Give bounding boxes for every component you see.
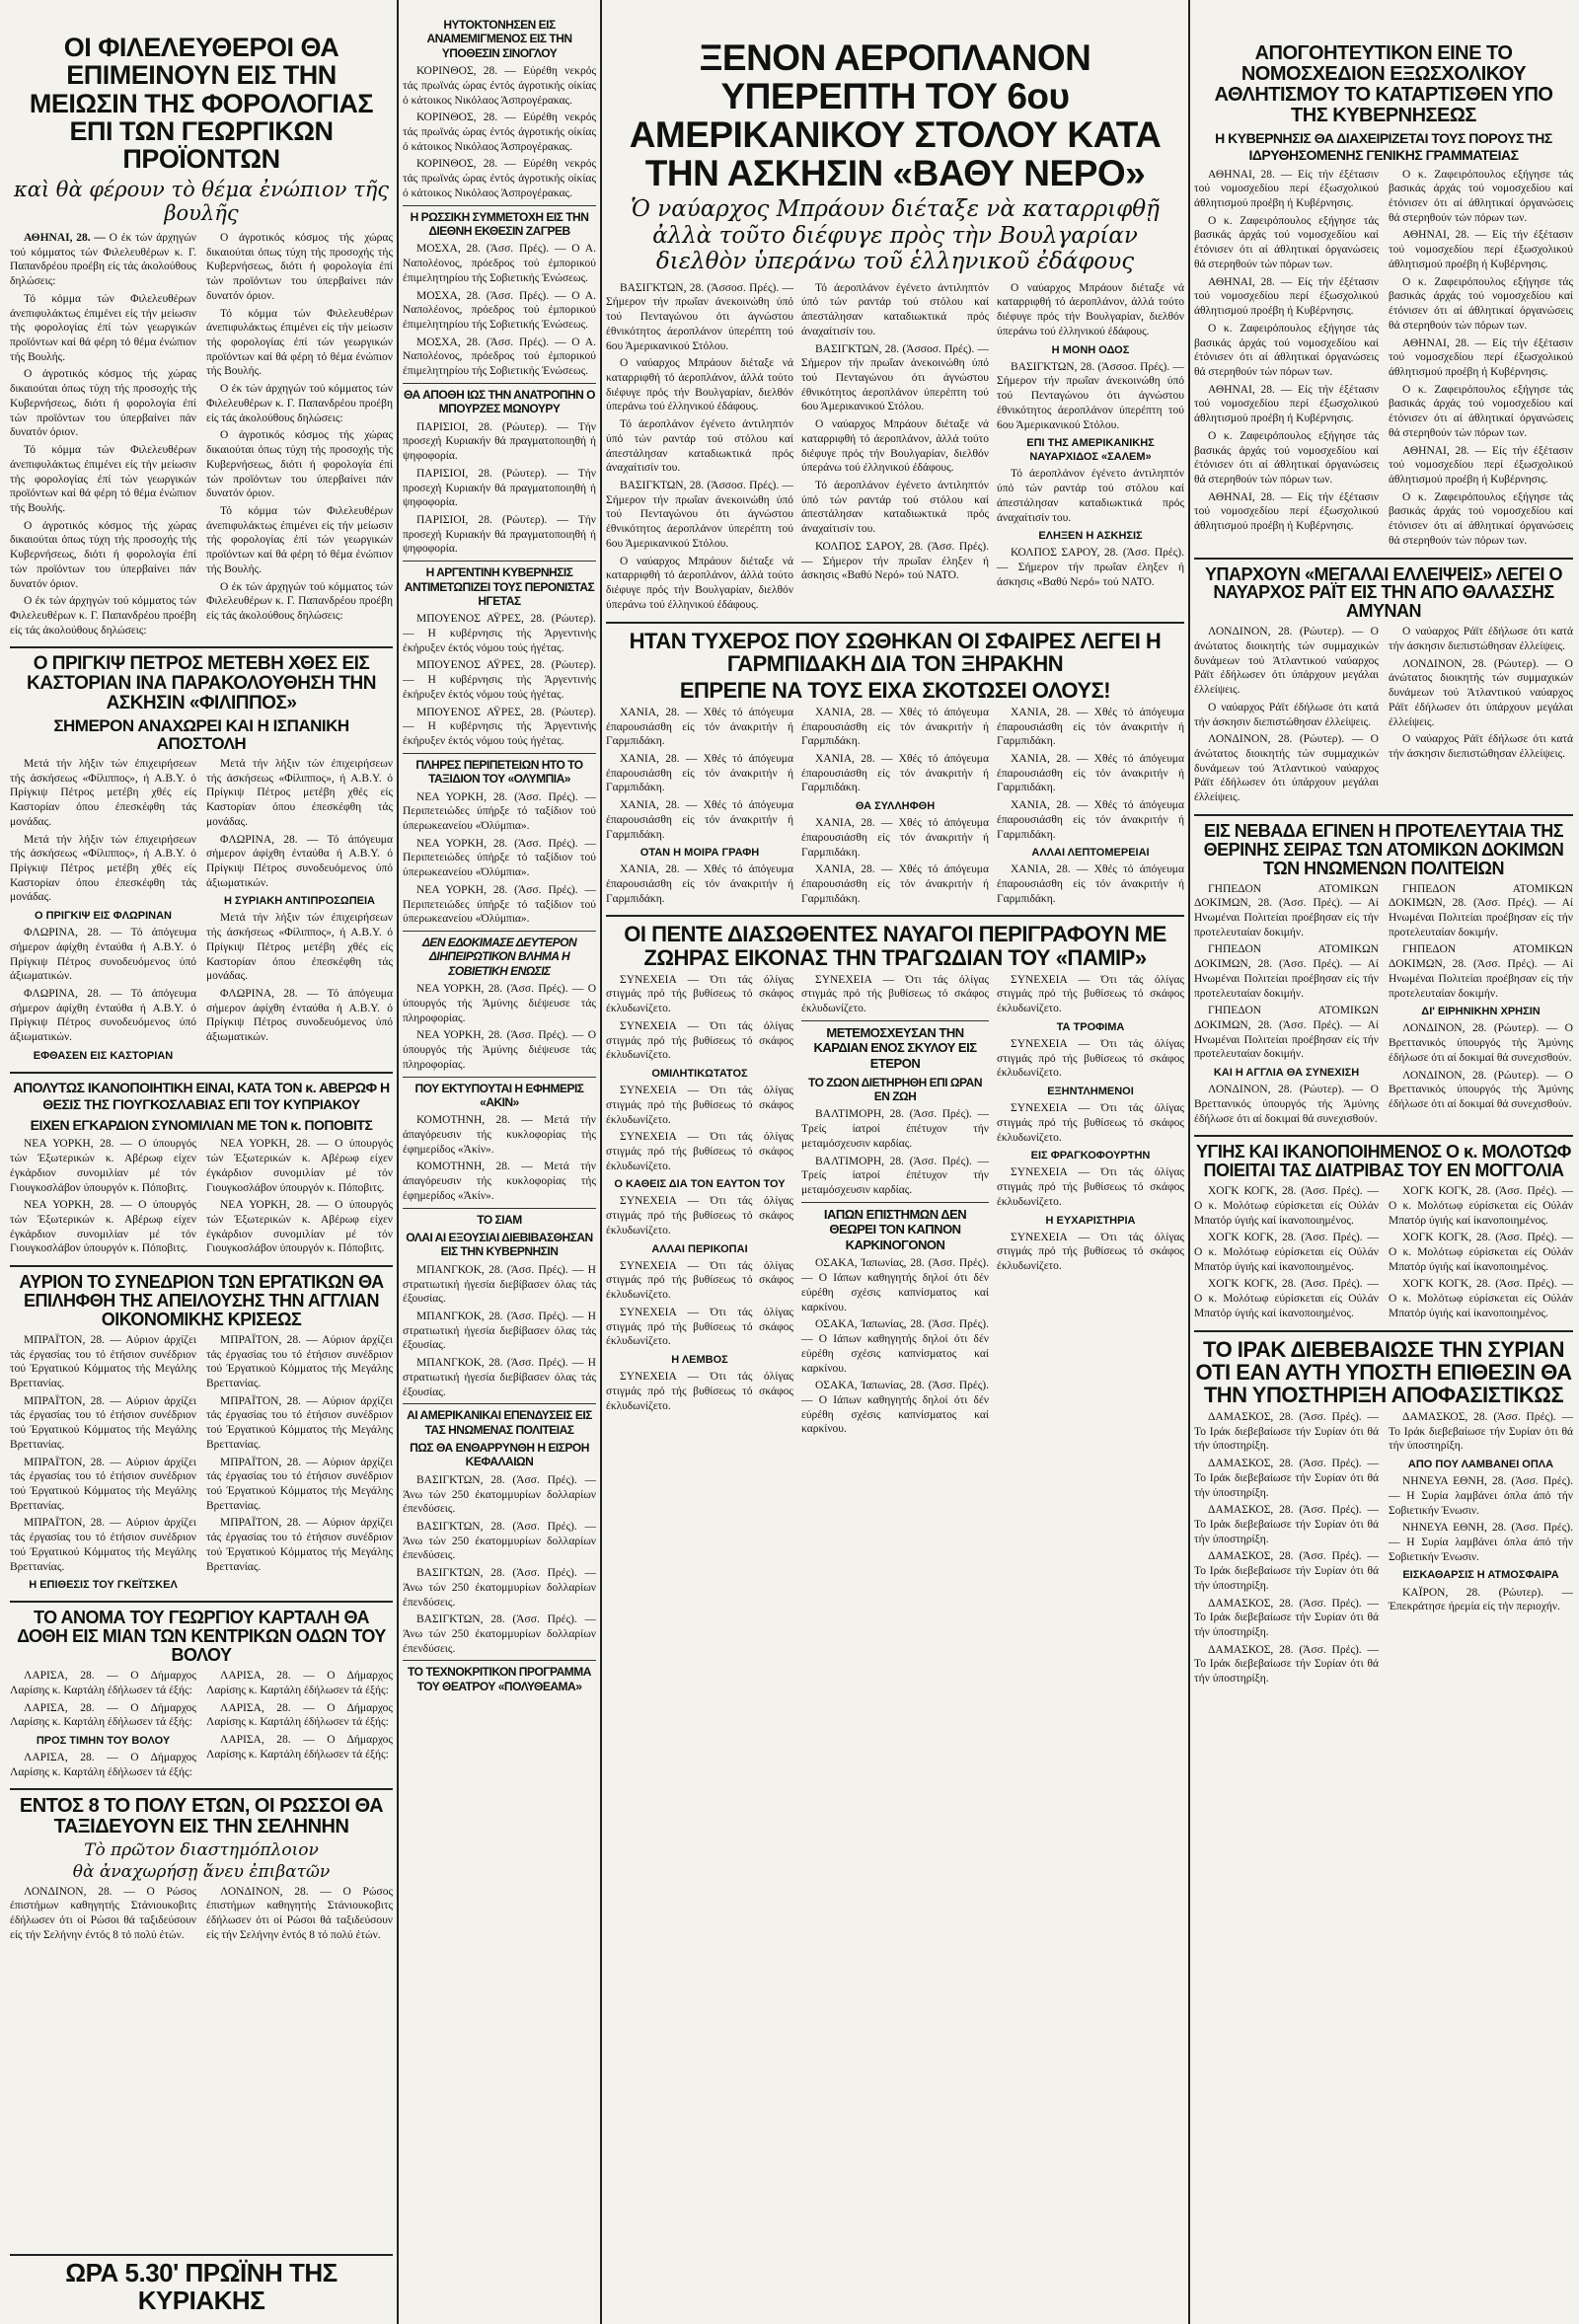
paragraph: ΜΠΡΑΪΤΟΝ, 28. — Αύριον άρχίζει τάς έργασίας του τό έτήσιον συνέδριον τού Έργατικού Κόμματος τής Μεγάλης Βρεττανίας.	[206, 1394, 393, 1451]
subhead-heart-transplant: ΤΟ ΖΩΟΝ ΔΙΕΤΗΡΗΘΗ ΕΠΙ ΩΡΑΝ ΕΝ ΖΩΗ	[808, 1075, 982, 1103]
subhead-garbidaki: ΕΠΡΕΠΕ ΝΑ ΤΟΥΣ ΕΙΧΑ ΣΚΟΤΩΣΕΙ ΟΛΟΥΣ!	[679, 677, 1111, 703]
subhead: ΟΜΙΛΗΤΙΚΩΤΑΤΟΣ	[651, 1067, 748, 1080]
article-labour-congress	[10, 1333, 393, 1596]
paragraph: ΧΑΝΙΑ, 28. — Χθές τό άπόγευμα έπαρουσιάσθη είς τόν άνακριτήν ή Γαρμπιδάκη.	[606, 799, 793, 841]
paragraph: ΜΠΟΥΕΝΟΣ ΑΫΡΕΣ, 28. (Ρώυτερ). — Η κυβέρνησις τής Άργεντινής έκήρυξεν έκτός νόμου τούς ήγέτας.	[403, 706, 596, 748]
subhead: Η ΣΥΡΙΑΚΗ ΑΝΤΙΠΡΟΣΩΠΕΙΑ	[223, 895, 375, 908]
subhead: ΕΛΗΞΕΝ Η ΑΣΚΗΣΙΣ	[1038, 530, 1143, 543]
deck-spaceship-1: Τὸ πρῶτον διαστημόπλοιον	[84, 1840, 319, 1861]
headline-pamir-survivors: ΟΙ ΠΕΝΤΕ ΔΙΑΣΩΘΕΝΤΕΣ ΝΑΥΑΓΟΙ ΠΕΡΙΓΡΑΦΟΥΝ ΜΕ ΖΩΗΡΑΣ ΕΙΚΟΝΑΣ ΤΗΝ ΤΡΑΓΩΔΙΑΝ ΤΟΥ «ΠΑΜΙΡ»	[624, 922, 1166, 970]
paragraph: ΚΟΜΟΤΗΝΗ, 28. — Μετά τήν άπαγόρευσιν τής κυκλοφορίας τής έφημερίδος «Άκίν».	[403, 1114, 596, 1156]
paragraph: ΧΑΝΙΑ, 28. — Χθές τό άπόγευμα έπαρουσιάσθη είς τόν άνακριτήν ή Γαρμπιδάκη.	[801, 817, 989, 859]
bottom-banner: ΩΡΑ 5.30' ΠΡΩΪΝΗ ΤΗΣ ΚΥΡΙΑΚΗΣ	[10, 2254, 393, 2314]
paragraph: ΝΕΑ ΥΟΡΚΗ, 28. — Ο ύπουργός τών Έξωτερικών κ. Αβέρωφ είχεν έγκάρδιον συνομιλίαν μέ τόν Γιουγκοσλάβον ύπουργόν κ. Πόποβιτς.	[10, 1199, 196, 1255]
article-admiral-wright	[1194, 625, 1573, 808]
paragraph: Ο ναύαρχος Μπράουν διέταξε νά καταρριφθή τό άεροπλάνον, άλλά τούτο διέφυγε πρός τήν Βουλγαρίαν, διελθόν ύπεράνω τού έλληνικού έδάφους.	[606, 555, 793, 611]
paragraph: ΔΑΜΑΣΚΟΣ, 28. (Άσσ. Πρές). — Το Ιράκ διεβεβαίωσε τήν Συρίαν ότι θά τήν ύποστηρίξη.	[1194, 1643, 1379, 1686]
paragraph: Ο ναύαρχος Ράϊτ έδήλωσε ότι κατά τήν άσκησιν διεπιστώθησαν έλλείψεις.	[1389, 626, 1573, 652]
subhead-siam: ΟΛΑΙ ΑΙ ΕΞΟΥΣΙΑΙ ΔΙΕΒΙΒΑΣΘΗΣΑΝ ΕΙΣ ΤΗΝ ΚΥΒΕΡΝΗΣΙΝ	[406, 1231, 593, 1259]
paragraph: Ο κ. Ζαφειρόπουλος εξήγησε τάς βασικάς άρχάς τού νομοσχεδίου καί έτόνισεν ότι αί άθλητικαί όργανώσεις θά στερηθούν τών πόρων των.	[1194, 214, 1379, 270]
paragraph: ΣΥΝΕΧΕΙΑ — Ότι τάς όλίγας στιγμάς πρό τής βυθίσεως τό σκάφος έκλυδωνίζετο.	[606, 1306, 793, 1348]
headline-labour-congress: ΑΥΡΙΟΝ ΤΟ ΣΥΝΕΔΡΙΟΝ ΤΩΝ ΕΡΓΑΤΙΚΩΝ ΘΑ ΕΠΙΛΗΦΘΗ ΤΗΣ ΑΠΕΙΛΟΥΣΗΣ ΤΗΝ ΑΓΓΛΙΑΝ ΟΙΚΟΝΟΜΙΚΗΣ ΚΡΙΣΕΩΣ	[19, 1272, 384, 1329]
paragraph: ΧΑΝΙΑ, 28. — Χθές τό άπόγευμα έπαρουσιάσθη είς τόν άνακριτήν ή Γαρμπιδάκη.	[606, 863, 793, 905]
paragraph: ΣΥΝΕΧΕΙΑ — Ότι τάς όλίγας στιγμάς πρό τής βυθίσεως τό σκάφος έκλυδωνίζετο.	[606, 1085, 793, 1126]
headline-akin-newspaper: ΠΟΥ ΕΚΤΥΠΟΥΤΑΙ Η ΕΦΗΜΕΡΙΣ «ΑΚΙΝ»	[414, 1081, 584, 1109]
paragraph: ΚΟΛΠΟΣ ΣΑΡΟΥ, 28. (Άσσ. Πρές). — Σήμερον τήν πρωΐαν έληξεν ή άσκησις «Βαθύ Νερό» τού ΝΑΤΟ.	[997, 547, 1184, 588]
headline-heart-transplant: ΜΕΤΕΜΟΣΧΕΥΣΑΝ ΤΗΝ ΚΑΡΔΙΑΝ ΕΝΟΣ ΣΚΥΛΟΥ ΕΙΣ ΕΤΕΡΟΝ	[813, 1024, 977, 1072]
paragraph: ΒΑΣΙΓΚΤΩΝ, 28. (Άσσ. Πρές). — Άνω τών 250 έκατομμυρίων δολλαρίων έπενδύσεις.	[403, 1520, 596, 1562]
headline-russians-moon: ΕΝΤΟΣ 8 ΤΟ ΠΟΛΥ ΕΤΩΝ, ΟΙ ΡΩΣΣΟΙ ΘΑ ΤΑΞΙΔΕΥΟΥΝ ΕΙΣ ΤΗΝ ΣΕΛΗΝΗΝ	[19, 1795, 384, 1838]
paragraph: ΝΕΑ ΥΟΡΚΗ, 28. (Άσσ. Πρές). — Περιπετειώδες ύπήρξε τό ταξίδιον τού ύπερωκεανείου «Όλύμπια».	[403, 837, 596, 879]
paragraph: ΧΑΝΙΑ, 28. — Χθές τό άπόγευμα έπαρουσιάσθη είς τόν άνακριτήν ή Γαρμπιδάκη.	[801, 752, 989, 794]
article-averof	[10, 1137, 393, 1259]
paragraph: ΝΗΝΕΥΑ ΕΘΝΗ, 28. (Άσσ. Πρές). — Η Συρία λαμβάνει όπλα άπό τήν Σοβιετικήν Ένωσιν.	[1389, 1475, 1573, 1517]
paragraph: ΑΘΗΝΑΙ, 28. — Είς τήν έξέτασιν τού νομοσχεδίου περί έξωσχολικού άθλητισμού προέβη ή Κυβέρνησις.	[1389, 337, 1573, 378]
paragraph: ΚΟΛΠΟΣ ΣΑΡΟΥ, 28. (Άσσ. Πρές). — Σήμερον τήν πρωΐαν έληξεν ή άσκησις «Βαθύ Νερό» τού ΝΑΤΟ.	[801, 540, 989, 582]
paragraph: ΧΑΝΙΑ, 28. — Χθές τό άπόγευμα έπαρουσιάσθη είς τόν άνακριτήν ή Γαρμπιδάκη.	[997, 863, 1184, 905]
paragraph: ΣΥΝΕΧΕΙΑ — Ότι τάς όλίγας στιγμάς πρό τής βυθίσεως τό σκάφος έκλυδωνίζετο.	[606, 973, 793, 1015]
subhead: ΔΙ' ΕΙΡΗΝΙΚΗΝ ΧΡΗΣΙΝ	[1421, 1006, 1541, 1018]
article-nevada	[1194, 882, 1573, 1130]
paragraph: Ο ναύαρχος Μπράουν διέταξε νά καταρριφθή τό άεροπλάνον, άλλά τούτο διέφυγε πρός τήν Βουλγαρίαν, διελθόν ύπεράνω τού έλληνικού έδάφους.	[606, 357, 793, 413]
paragraph: ΛΟΝΔΙΝΟΝ, 28. (Ρώυτερ). — Ο άνώτατος διοικητής τών συμμαχικών δυνάμεων τού Άτλαντικού ναύαρχος Ράϊτ έδήλωσεν ότι ύπάρχουν μεγάλαι έλλείψεις.	[1194, 626, 1379, 697]
paragraph: ΔΑΜΑΣΚΟΣ, 28. (Άσσ. Πρές). — Το Ιράκ διεβεβαίωσε τήν Συρίαν ότι θά τήν ύποστηρίξη.	[1194, 1410, 1379, 1453]
paragraph: Τό κόμμα τών Φιλελευθέρων άνεπιφυλάκτως έπιμένει είς τήν μείωσιν τής φορολογίας έπί τών γεωργικών προϊόντων καί θά φέρη τό θέμα ένώπιον τής Βουλής.	[10, 292, 196, 363]
subhead: ΕΙΣΚΑΘΑΡΣΙΣ Η ΑΤΜΟΣΦΑΙΡΑ	[1402, 1569, 1559, 1582]
paragraph: ΒΑΣΙΓΚΤΩΝ, 28. (Άσσ. Πρές). — Άνω τών 250 έκατομμυρίων δολλαρίων έπενδύσεις.	[403, 1567, 596, 1609]
headline-prince-petros: Ο ΠΡΙΓΚΙΨ ΠΕΤΡΟΣ ΜΕΤΕΒΗ ΧΘΕΣ ΕΙΣ ΚΑΣΤΟΡΙΑΝ ΙΝΑ ΠΑΡΑΚΟΛΟΥΘΗΣΗ ΤΗΝ ΑΣΚΗΣΙΝ «ΦΙΛΙΠΠΟΣ»	[27, 653, 376, 714]
headline-russian-zagreb: Η ΡΩΣΣΙΚΗ ΣΥΜΜΕΤΟΧΗ ΕΙΣ ΤΗΝ ΔΙΕΘΝΗ ΕΚΘΕΣΙΝ ΖΑΓΡΕΒ	[410, 209, 589, 239]
dateline: ΑΘΗΝΑΙ, 28. —	[24, 232, 106, 244]
subhead: Η ΜΟΝΗ ΟΔΟΣ	[1051, 343, 1130, 356]
paragraph: ΒΑΛΤΙΜΟΡΗ, 28. (Άσσ. Πρές). — Τρείς ίατροί έπέτυχον τήν μεταμόσχευσιν καρδίας.	[801, 1108, 989, 1150]
paragraph: Ο έκ τών άρχηγών τού κόμματος τών Φιλελευθέρων κ. Γ. Παπανδρέου προέβη είς τάς άκολούθους δηλώσεις:	[206, 580, 393, 622]
paragraph: Ο ναύαρχος Ράϊτ έδήλωσε ότι κατά τήν άσκησιν διεπιστώθησαν έλλείψεις.	[1194, 701, 1379, 728]
paragraph: ΛΟΝΔΙΝΟΝ, 28. — Ο Ρώσος έπιστήμων καθηγητής Στάνιουκοβιτς έδήλωσεν ότι οί Ρώσοι θά ταξιδεύσουν είς τήν Σελήνην έντός 8 τό πολύ έτών.	[10, 1885, 196, 1941]
article-missile	[403, 982, 596, 1072]
headline-iraq-syria: ΤΟ ΙΡΑΚ ΔΙΕΒΕΒΑΙΩΣΕ ΤΗΝ ΣΥΡΙΑΝ ΟΤΙ ΕΑΝ ΑΥΤΗ ΥΠΟΣΤΗ ΕΠΙΘΕΣΙΝ ΘΑ ΤΗΝ ΥΠΟΣΤΗΡΙΞΗ ΑΠΟΦΑΣΙΣΤΙΚΩΣ	[1195, 1336, 1572, 1407]
column-1	[10, 0, 393, 2324]
paragraph: ΛΟΝΔΙΝΟΝ, 28. (Ρώυτερ). — Ο άνώτατος διοικητής τών συμμαχικών δυνάμεων τού Άτλαντικού ναύαρχος Ράϊτ έδήλωσεν ότι ύπάρχουν μεγάλαι έλλείψεις.	[1389, 657, 1573, 728]
paragraph: ΜΟΣΧΑ, 28. (Άσσ. Πρές). — Ο Α. Ναπολέονος, πρόεδρος τού έμπορικού έπιμελητηρίου τής Σοβιετικής Ένώσεως.	[403, 289, 596, 332]
paragraph: ΓΗΠΕΔΟΝ ΑΤΟΜΙΚΩΝ ΔΟΚΙΜΩΝ, 28. (Άσσ. Πρές). — Αί Ηνωμέναι Πολιτείαι προέβησαν είς τήν προτελευταίαν δοκιμήν.	[1194, 882, 1379, 938]
subhead-spanish-mission: ΣΗΜΕΡΟΝ ΑΝΑΧΩΡΕΙ ΚΑΙ Η ΙΣΠΑΝΙΚΗ ΑΠΟΣΤΟΛΗ	[53, 716, 349, 754]
paragraph: ΣΥΝΕΧΕΙΑ — Ότι τάς όλίγας στιγμάς πρό τής βυθίσεως τό σκάφος έκλυδωνίζετο.	[606, 1259, 793, 1302]
headline-japanese-scientist: ΙΑΠΩΝ ΕΠΙΣΤΗΜΩΝ ΔΕΝ ΘΕΩΡΕΙ ΤΟΝ ΚΑΠΝΟΝ ΚΑΡΚΙΝΟΓΟΝΟΝ	[823, 1206, 967, 1252]
paragraph: ΜΠΟΥΕΝΟΣ ΑΫΡΕΣ, 28. (Ρώυτερ). — Η κυβέρνησις τής Άργεντινής έκήρυξεν έκτός νόμου τούς ήγέτας.	[403, 659, 596, 701]
paragraph: Τό άεροπλάνον έγένετο άντιληπτόν ύπό τών ραντάρ τού στόλου καί άπεστάλησαν καταδιωκτικά πρός άναχαίτισίν του.	[606, 418, 793, 475]
paragraph: ΜΠΑΝΓΚΟΚ, 28. (Άσσ. Πρές). — Η στρατιωτική ήγεσία διεβίβασεν όλας τάς έξουσίας.	[403, 1310, 596, 1352]
paragraph: Ο κ. Ζαφειρόπουλος εξήγησε τάς βασικάς άρχάς τού νομοσχεδίου καί έτόνισεν ότι αί άθλητικαί όργανώσεις θά στερηθούν τών πόρων των.	[1194, 429, 1379, 486]
paragraph: ΝΕΑ ΥΟΡΚΗ, 28. — Ο ύπουργός τών Έξωτερικών κ. Αβέρωφ είχεν έγκάρδιον συνομιλίαν μέ τόν Γιουγκοσλάβον ύπουργόν κ. Πόποβιτς.	[206, 1138, 393, 1194]
paragraph: Μετά τήν λήξιν τών έπιχειρήσεων τής άσκήσεως «Φίλιππος», ή Α.Β.Υ. ό Πρίγκιψ Πέτρος μετέβη χθές είς Καστορίαν όπου έπεσκέφθη τάς μονάδας.	[206, 757, 393, 828]
article-siam	[403, 1263, 596, 1399]
paragraph: ΝΕΑ ΥΟΡΚΗ, 28. (Άσσ. Πρές). — Ο ύπουργός τής Άμύνης διέψευσε τάς πληροφορίας.	[403, 1029, 596, 1071]
paragraph: Ο έκ τών άρχηγών τού κόμματος τών Φιλελευθέρων κ. Γ. Παπανδρέου προέβη είς τάς άκολούθους δηλώσεις:	[10, 232, 196, 288]
paragraph: Τό άεροπλάνον έγένετο άντιληπτόν ύπό τών ραντάρ τού στόλου καί άπεστάλησαν καταδιωκτικά πρός άναχαίτισίν του.	[801, 281, 989, 337]
headline-bourges-maunoury: ΘΑ ΑΠΟΘΗ ΙΩΣ ΤΗΝ ΑΝΑΤΡΟΠΗΝ Ο ΜΠΟΥΡΖΕΣ ΜΩΝΟΥΡΥ	[404, 387, 595, 416]
paragraph: ΑΘΗΝΑΙ, 28. — Είς τήν έξέτασιν τού νομοσχεδίου περί έξωσχολικού άθλητισμού προέβη ή Κυβέρνησις.	[1194, 168, 1379, 210]
headline-liberals-tax: ΟΙ ΦΙΛΕΛΕΥΘΕΡΟΙ ΘΑ ΕΠΙΜΕΙΝΟΥΝ ΕΙΣ ΤΗΝ ΜΕΙΩΣΙΝ ΤΗΣ ΦΟΡΟΛΟΓΙΑΣ ΕΠΙ ΤΩΝ ΓΕΩΡΓΙΚΩΝ ΠΡΟΪΟΝΤΩΝ	[29, 33, 374, 175]
paragraph: ΒΑΣΙΓΚΤΩΝ, 28. (Άσσ. Πρές). — Άνω τών 250 έκατομμυρίων δολλαρίων έπενδύσεις.	[403, 1613, 596, 1655]
paragraph: ΛΑΡΙΣΑ, 28. — Ο Δήμαρχος Λαρίσης κ. Καρτάλη έδήλωσεν τά έξής:	[10, 1670, 196, 1696]
subhead-sports-bill: Η ΚΥΒΕΡΝΗΣΙΣ ΘΑ ΔΙΑΧΕΙΡΙΖΕΤΑΙ ΤΟΥΣ ΠΟΡΟΥΣ ΤΗΣ ΙΔΡΥΘΗΣΟΜΕΝΗΣ ΓΕΝΙΚΗΣ ΓΡΑΜΜΑΤΕΙΑΣ	[1215, 130, 1552, 163]
paragraph: Ο ναύαρχος Μπράουν διέταξε νά καταρριφθή τό άεροπλάνον, άλλά τούτο διέφυγε πρός τήν Βουλγαρίαν, διελθόν ύπεράνω τού έλληνικού έδάφους.	[997, 281, 1184, 337]
article-prince-petros	[10, 757, 393, 1066]
paragraph: ΔΑΜΑΣΚΟΣ, 28. (Άσσ. Πρές). — Το Ιράκ διεβεβαίωσε τήν Συρίαν ότι θά τήν ύποστηρίξη.	[1194, 1504, 1379, 1545]
paragraph: ΒΑΣΙΓΚΤΩΝ, 28. (Άσσοσ. Πρές). — Σήμερον τήν πρωΐαν άνεκοινώθη ύπό τού Πενταγώνου ότι άγνώστου έθνικότητος άεροπλάνον ύπερέπτη τού 6ου Άμερικανικού Στόλου.	[801, 342, 989, 413]
paragraph: ΝΗΝΕΥΑ ΕΘΝΗ, 28. (Άσσ. Πρές). — Η Συρία λαμβάνει όπλα άπό τήν Σοβιετικήν Ένωσιν.	[1389, 1522, 1573, 1563]
paragraph: ΧΟΓΚ ΚΟΓΚ, 28. (Άσσ. Πρές). — Ο κ. Μολότωφ εύρίσκεται είς Ούλάν Μπατόρ ύγιής καί ίκανοποιημένος.	[1389, 1278, 1573, 1319]
paragraph: ΝΕΑ ΥΟΡΚΗ, 28. (Άσσ. Πρές). — Ο ύπουργός τής Άμύνης διέψευσε τάς πληροφορίας.	[403, 983, 596, 1024]
subhead: Η ΕΠΙΘΕΣΙΣ ΤΟΥ ΓΚΕΪΤΣΚΕΛ	[29, 1579, 178, 1592]
subhead-popovits: ΕΙΧΕΝ ΕΓΚΑΡΔΙΟΝ ΣΥΝΟΜΙΛΙΑΝ ΜΕ ΤΟΝ κ. ΠΟΠΟΒΙΤΣ	[30, 1116, 373, 1133]
paragraph: ΔΑΜΑΣΚΟΣ, 28. (Άσσ. Πρές). — Το Ιράκ διεβεβαίωσε τήν Συρίαν ότι θά τήν ύποστηρίξη.	[1389, 1410, 1573, 1453]
subhead: ΤΑ ΤΡΟΦΙΜΑ	[1056, 1020, 1125, 1033]
column-3	[606, 0, 1184, 2324]
paragraph: Ο κ. Ζαφειρόπουλος εξήγησε τάς βασικάς άρχάς τού νομοσχεδίου καί έτόνισεν ότι αί άθλητικαί όργανώσεις θά στερηθούν τών πόρων των.	[1389, 490, 1573, 547]
paragraph: ΧΑΝΙΑ, 28. — Χθές τό άπόγευμα έπαρουσιάσθη είς τόν άνακριτήν ή Γαρμπιδάκη.	[801, 863, 989, 905]
paragraph: ΣΥΝΕΧΕΙΑ — Ότι τάς όλίγας στιγμάς πρό τής βυθίσεως τό σκάφος έκλυδωνίζετο.	[606, 1371, 793, 1412]
subhead: ΠΡΟΣ ΤΙΜΗΝ ΤΟΥ ΒΟΛΟΥ	[36, 1734, 171, 1747]
paragraph: ΛΑΡΙΣΑ, 28. — Ο Δήμαρχος Λαρίσης κ. Καρτάλη έδήλωσεν τά έξής:	[206, 1733, 393, 1761]
paragraph: ΣΥΝΕΧΕΙΑ — Ότι τάς όλίγας στιγμάς πρό τής βυθίσεως τό σκάφος έκλυδωνίζετο.	[606, 1131, 793, 1172]
paragraph: ΜΠΡΑΪΤΟΝ, 28. — Αύριον άρχίζει τάς έργασίας του τό έτήσιον συνέδριον τού Έργατικού Κόμματος τής Μεγάλης Βρεττανίας.	[10, 1456, 196, 1512]
paragraph: Ο κ. Ζαφειρόπουλος εξήγησε τάς βασικάς άρχάς τού νομοσχεδίου καί έτόνισεν ότι αί άθλητικαί όργανώσεις θά στερηθούν τών πόρων των.	[1389, 168, 1573, 224]
paragraph: ΟΣΑΚΑ, Ίαπωνίας, 28. (Άσσ. Πρές). — Ο Ιάπων καθηγητής δηλοί ότι δέν εύρέθη σχέσις καπνίσματος καί καρκίνου.	[801, 1318, 989, 1375]
paragraph: ΣΥΝΕΧΕΙΑ — Ότι τάς όλίγας στιγμάς πρό τής βυθίσεως τό σκάφος έκλυδωνίζετο.	[997, 1102, 1184, 1144]
paragraph: Ο ναύαρχος Μπράουν διέταξε νά καταρριφθή τό άεροπλάνον, άλλά τούτο διέφυγε πρός τήν Βουλγαρίαν, διελθόν ύπεράνω τού έλληνικού έδάφους.	[801, 418, 989, 475]
paragraph: ΜΟΣΧΑ, 28. (Άσσ. Πρές). — Ο Α. Ναπολέονος, πρόεδρος τού έμπορικού έπιμελητηρίου τής Σοβιετικής Ένώσεως.	[403, 336, 596, 378]
paragraph: Μετά τήν λήξιν τών έπιχειρήσεων τής άσκήσεως «Φίλιππος», ή Α.Β.Υ. ό Πρίγκιψ Πέτρος μετέβη χθές είς Καστορίαν όπου έπεσκέφθη τάς μονάδας.	[206, 912, 393, 983]
subhead: Η ΕΥΧΑΡΙΣΤΗΡΙΑ	[1045, 1214, 1136, 1227]
headline-suicide-sinoglou: ΗΥΤΟΚΤΟΝΗΣΕΝ ΕΙΣ ΑΝΑΜΕΜΙΓΜΕΝΟΣ ΕΙΣ ΤΗΝ ΥΠΟΘΕΣΙΝ ΣΙΝΟΓΛΟΥ	[426, 18, 572, 60]
paragraph: ΣΥΝΕΧΕΙΑ — Ότι τάς όλίγας στιγμάς πρό τής βυθίσεως τό σκάφος έκλυδωνίζετο.	[606, 1019, 793, 1062]
paragraph: ΛΑΡΙΣΑ, 28. — Ο Δήμαρχος Λαρίσης κ. Καρτάλη έδήλωσεν τά έξής:	[206, 1670, 393, 1696]
article-foreign-aircraft	[606, 281, 1184, 616]
paragraph: ΦΛΩΡΙΝΑ, 28. — Τό άπόγευμα σήμερον άφίχθη ένταύθα ή Α.Β.Υ. ό Πρίγκιψ Πέτρος συνοδευόμενος ύπό άξιωματικών.	[206, 988, 393, 1044]
paragraph: Ο άγροτικός κόσμος τής χώρας δικαιούται όπως τύχη τής προσοχής τής Κυβερνήσεως, διότι ή φορολογία έπί τών προϊόντων του ύπερβαίνει πάν δυνατόν όριον.	[10, 519, 196, 590]
paragraph: Ο έκ τών άρχηγών τού κόμματος τών Φιλελευθέρων κ. Γ. Παπανδρέου προέβη είς τάς άκολούθους δηλώσεις:	[206, 383, 393, 424]
paragraph: ΦΛΩΡΙΝΑ, 28. — Τό άπόγευμα σήμερον άφίχθη ένταύθα ή Α.Β.Υ. ό Πρίγκιψ Πέτρος συνοδευόμενος ύπό άξιωματικών.	[10, 988, 196, 1044]
paragraph: Τό άεροπλάνον έγένετο άντιληπτόν ύπό τών ραντάρ τού στόλου καί άπεστάλησαν καταδιωκτικά πρός άναχαίτισίν του.	[997, 468, 1184, 524]
paragraph: ΟΣΑΚΑ, Ίαπωνίας, 28. (Άσσ. Πρές). — Ο Ιάπων καθηγητής δηλοί ότι δέν εύρέθη σχέσις καπνίσματος καί καρκίνου.	[801, 1380, 989, 1436]
paragraph: ΣΥΝΕΧΕΙΑ — Ότι τάς όλίγας στιγμάς πρό τής βυθίσεως τό σκάφος έκλυδωνίζετο.	[997, 973, 1184, 1015]
article-suicide	[403, 64, 596, 200]
deck-liberals-tax: καὶ θὰ φέρουν τὸ θέμα ἐνώπιον τῆς βουλῆς	[13, 177, 390, 225]
headline-american-investments: ΑΙ ΑΜΕΡΙΚΑΝΙΚΑΙ ΕΠΕΝΔΥΣΕΙΣ ΕΙΣ ΤΑΣ ΗΝΩΜΕΝΑΣ ΠΟΛΙΤΕΙΑΣ	[407, 1408, 592, 1437]
paragraph: ΦΛΩΡΙΝΑ, 28. — Τό άπόγευμα σήμερον άφίχθη ένταύθα ή Α.Β.Υ. ό Πρίγκιψ Πέτρος συνοδευόμενος ύπό άξιωματικών.	[206, 833, 393, 889]
article-liberals-tax	[10, 231, 393, 640]
headline-polytheama: ΤΟ ΤΕΧΝΟΚΡΙΤΙΚΟΝ ΠΡΟΓΡΑΜΜΑ ΤΟΥ ΘΕΑΤΡΟΥ «ΠΟΛΥΘΕΑΜΑ»	[408, 1665, 591, 1693]
paragraph: ΧΟΓΚ ΚΟΓΚ, 28. (Άσσ. Πρές). — Ο κ. Μολότωφ εύρίσκεται είς Ούλάν Μπατόρ ύγιής καί ίκανοποιημένος.	[1194, 1185, 1379, 1227]
paragraph: ΚΟΡΙΝΘΟΣ, 28. — Εύρέθη νεκρός τάς πρωϊνάς ώρας έντός άγροτικής οίκίας ό κάτοικος Νικόλαος Άσπρογέρακας.	[403, 112, 596, 153]
paragraph: ΒΑΣΙΓΚΤΩΝ, 28. (Άσσοσ. Πρές). — Σήμερον τήν πρωΐαν άνεκοινώθη ύπό τού Πενταγώνου ότι άγνώστου έθνικότητος άεροπλάνον ύπερέπτη τού 6ου Άμερικανικού Στόλου.	[606, 281, 793, 352]
article-sports-bill	[1194, 168, 1573, 552]
paragraph: ΛΟΝΔΙΝΟΝ, 28. — Ο Ρώσος έπιστήμων καθηγητής Στάνιουκοβιτς έδήλωσεν ότι οί Ρώσοι θά ταξιδεύσουν είς τήν Σελήνην έντός 8 τό πολύ έτών.	[206, 1885, 393, 1941]
article-russians-moon	[10, 1885, 393, 1946]
paragraph: ΚΟΡΙΝΘΟΣ, 28. — Εύρέθη νεκρός τάς πρωϊνάς ώρας έντός άγροτικής οίκίας ό κάτοικος Νικόλαος Άσπρογέρακας.	[403, 65, 596, 107]
article-garbidaki	[606, 706, 1184, 910]
paragraph: ΧΟΓΚ ΚΟΓΚ, 28. (Άσσ. Πρές). — Ο κ. Μολότωφ εύρίσκεται είς Ούλάν Μπατόρ ύγιής καί ίκανοποιημένος.	[1389, 1185, 1573, 1227]
paragraph: ΧΑΝΙΑ, 28. — Χθές τό άπόγευμα έπαρουσιάσθη είς τόν άνακριτήν ή Γαρμπιδάκη.	[606, 752, 793, 794]
paragraph: ΑΘΗΝΑΙ, 28. — Είς τήν έξέτασιν τού νομοσχεδίου περί έξωσχολικού άθλητισμού προέβη ή Κυβέρνησις.	[1194, 490, 1379, 533]
subhead: ΑΛΛΑΙ ΛΕΠΤΟΜΕΡΕΙΑΙ	[1031, 847, 1150, 860]
subhead: Ο ΚΑΘΕΙΣ ΔΙΑ ΤΟΝ ΕΑΥΤΟΝ ΤΟΥ	[614, 1178, 786, 1191]
paragraph: Ο άγροτικός κόσμος τής χώρας δικαιούται όπως τύχη τής προσοχής τής Κυβερνήσεως, διότι ή φορολογία έπί τών προϊόντων του ύπερβαίνει πάν δυνατόν όριον.	[10, 368, 196, 439]
headline-molotov-mongolia: ΥΓΙΗΣ ΚΑΙ ΙΚΑΝΟΠΟΙΗΜΕΝΟΣ Ο κ. ΜΟΛΟΤΩΦ ΠΟΙΕΙΤΑΙ ΤΑΣ ΔΙΑΤΡΙΒΑΣ ΤΟΥ ΕΝ ΜΟΓΓΟΛΙΑ	[1196, 1142, 1571, 1181]
column-separator	[1188, 0, 1190, 2324]
paragraph: ΧΑΝΙΑ, 28. — Χθές τό άπόγευμα έπαρουσιάσθη είς τόν άνακριτήν ή Γαρμπιδάκη.	[801, 706, 989, 748]
paragraph: ΛΟΝΔΙΝΟΝ, 28. (Ρώυτερ). — Ο άνώτατος διοικητής τών συμμαχικών δυνάμεων τού Άτλαντικού ναύαρχος Ράϊτ έδήλωσεν ότι ύπάρχουν μεγάλαι έλλείψεις.	[1194, 733, 1379, 804]
headline-admiral-wright: ΥΠΑΡΧΟΥΝ «ΜΕΓΑΛΑΙ ΕΛΛΕΙΨΕΙΣ» ΛΕΓΕΙ Ο ΝΑΥΑΡΧΟΣ ΡΑΪΤ ΕΙΣ ΤΗΝ ΑΠΟ ΘΑΛΑΣΣΗΣ ΑΜΥΝΑΝ	[1205, 563, 1562, 622]
paragraph: ΜΠΡΑΪΤΟΝ, 28. — Αύριον άρχίζει τάς έργασίας του τό έτήσιον συνέδριον τού Έργατικού Κόμματος τής Μεγάλης Βρεττανίας.	[10, 1394, 196, 1451]
paragraph: ΧΑΝΙΑ, 28. — Χθές τό άπόγευμα έπαρουσιάσθη είς τόν άνακριτήν ή Γαρμπιδάκη.	[997, 799, 1184, 841]
subhead: ΑΠΟ ΠΟΥ ΛΑΜΒΑΝΕΙ ΟΠΛΑ	[1407, 1459, 1554, 1471]
headline-foreign-aircraft: ΞΕΝΟΝ ΑΕΡΟΠΛΑΝΟΝ ΥΠΕΡΕΠΤΗ ΤΟΥ 6ου ΑΜΕΡΙΚΑΝΙΚΟΥ ΣΤΟΛΟΥ ΚΑΤΑ ΤΗΝ ΑΣΚΗΣΙΝ «ΒΑΘΥ ΝΕΡΟ»	[629, 37, 1162, 193]
paragraph: ΣΥΝΕΧΕΙΑ — Ότι τάς όλίγας στιγμάς πρό τής βυθίσεως τό σκάφος έκλυδωνίζετο.	[801, 973, 989, 1015]
paragraph: ΜΠΑΝΓΚΟΚ, 28. (Άσσ. Πρές). — Η στρατιωτική ήγεσία διεβίβασεν όλας τάς έξουσίας.	[403, 1357, 596, 1398]
paragraph: ΧΟΓΚ ΚΟΓΚ, 28. (Άσσ. Πρές). — Ο κ. Μολότωφ εύρίσκεται είς Ούλάν Μπατόρ ύγιής καί ίκανοποιημένος.	[1389, 1232, 1573, 1273]
paragraph: ΜΠΡΑΪΤΟΝ, 28. — Αύριον άρχίζει τάς έργασίας του τό έτήσιον συνέδριον τού Έργατικού Κόμματος τής Μεγάλης Βρεττανίας.	[10, 1517, 196, 1573]
paragraph: ΓΗΠΕΔΟΝ ΑΤΟΜΙΚΩΝ ΔΟΚΙΜΩΝ, 28. (Άσσ. Πρές). — Αί Ηνωμέναι Πολιτείαι προέβησαν είς τήν προτελευταίαν δοκιμήν.	[1194, 1005, 1379, 1061]
paragraph: ΜΠΡΑΪΤΟΝ, 28. — Αύριον άρχίζει τάς έργασίας του τό έτήσιον συνέδριον τού Έργατικού Κόμματος τής Μεγάλης Βρεττανίας.	[206, 1456, 393, 1512]
paragraph: Ο κ. Ζαφειρόπουλος εξήγησε τάς βασικάς άρχάς τού νομοσχεδίου καί έτόνισεν ότι αί άθλητικαί όργανώσεις θά στερηθούν τών πόρων των.	[1389, 275, 1573, 332]
paragraph: ΒΑΣΙΓΚΤΩΝ, 28. (Άσσοσ. Πρές). — Σήμερον τήν πρωΐαν άνεκοινώθη ύπό τού Πενταγώνου ότι άγνώστου έθνικότητος άεροπλάνον ύπερέπτη τού 6ου Άμερικανικού Στόλου.	[997, 360, 1184, 431]
headline-soviet-missile: ΔΕΝ ΕΔΟΚΙΜΑΣΕ ΔΕΥΤΕΡΟΝ ΔΙΗΠΕΙΡΩΤΙΚΟΝ ΒΛΗΜΑ Η ΣΟΒΙΕΤΙΚΗ ΕΝΩΣΙΣ	[421, 936, 577, 978]
article-iraq-syria	[1194, 1410, 1573, 1689]
paragraph: ΣΥΝΕΧΕΙΑ — Ότι τάς όλίγας στιγμάς πρό τής βυθίσεως τό σκάφος έκλυδωνίζετο.	[997, 1037, 1184, 1080]
subhead: ΕΦΘΑΣΕΝ ΕΙΣ ΚΑΣΤΟΡΙΑΝ	[33, 1049, 174, 1062]
headline-siam: ΤΟ ΣΙΑΜ	[477, 1212, 522, 1227]
paragraph: Ο έκ τών άρχηγών τού κόμματος τών Φιλελευθέρων κ. Γ. Παπανδρέου προέβη είς τάς άκολούθους δηλώσεις:	[10, 595, 196, 637]
paragraph: ΧΑΝΙΑ, 28. — Χθές τό άπόγευμα έπαρουσιάσθη είς τόν άνακριτήν ή Γαρμπιδάκη.	[997, 752, 1184, 794]
headline-averof-yugoslavia: ΑΠΟΛΥΤΩΣ ΙΚΑΝΟΠΟΙΗΤΙΚΗ ΕΙΝΑΙ, ΚΑΤΑ ΤΟΝ κ. ΑΒΕΡΩΦ Η ΘΕΣΙΣ ΤΗΣ ΓΙΟΥΓΚΟΣΛΑΒΙΑΣ ΕΠΙ ΤΟΥ ΚΥΠΡΙΑΚΟΥ	[13, 1080, 390, 1112]
paragraph: ΔΑΜΑΣΚΟΣ, 28. (Άσσ. Πρές). — Το Ιράκ διεβεβαίωσε τήν Συρίαν ότι θά τήν ύποστηρίξη.	[1194, 1458, 1379, 1499]
article-bourges	[403, 420, 596, 557]
article-molotov	[1194, 1184, 1573, 1323]
paragraph: ΜΟΣΧΑ, 28. (Άσσ. Πρές). — Ο Α. Ναπολέονος, πρόεδρος τού έμπορικού έπιμελητηρίου τής Σοβιετικής Ένώσεως.	[403, 243, 596, 284]
paragraph: Ο άγροτικός κόσμος τής χώρας δικαιούται όπως τύχη τής προσοχής τής Κυβερνήσεως, διότι ή φορολογία έπί τών προϊόντων του ύπερβαίνει πάν δυνατόν όριον.	[206, 429, 393, 500]
article-argentina	[403, 612, 596, 748]
paragraph: ΚΑΪΡΟΝ, 28. (Ρώυτερ). — Έπεκράτησε ήρεμία είς τήν περιοχήν.	[1389, 1586, 1573, 1613]
paragraph: ΛΑΡΙΣΑ, 28. — Ο Δήμαρχος Λαρίσης κ. Καρτάλη έδήλωσεν τά έξής:	[10, 1752, 196, 1778]
paragraph: ΧΟΓΚ ΚΟΓΚ, 28. (Άσσ. Πρές). — Ο κ. Μολότωφ εύρίσκεται είς Ούλάν Μπατόρ ύγιής καί ίκανοποιημένος.	[1194, 1232, 1379, 1273]
paragraph: ΔΑΜΑΣΚΟΣ, 28. (Άσσ. Πρές). — Το Ιράκ διεβεβαίωσε τήν Συρίαν ότι θά τήν ύποστηρίξη.	[1194, 1597, 1379, 1638]
article-zagreb	[403, 242, 596, 378]
paragraph: ΑΘΗΝΑΙ, 28. — Είς τήν έξέτασιν τού νομοσχεδίου περί έξωσχολικού άθλητισμού προέβη ή Κυβέρνησις.	[1194, 275, 1379, 318]
paragraph: ΓΗΠΕΔΟΝ ΑΤΟΜΙΚΩΝ ΔΟΚΙΜΩΝ, 28. (Άσσ. Πρές). — Αί Ηνωμέναι Πολιτείαι προέβησαν είς τήν προτελευταίαν δοκιμήν.	[1389, 882, 1573, 938]
paragraph: ΓΗΠΕΔΟΝ ΑΤΟΜΙΚΩΝ ΔΟΚΙΜΩΝ, 28. (Άσσ. Πρές). — Αί Ηνωμέναι Πολιτείαι προέβησαν είς τήν προτελευταίαν δοκιμήν.	[1194, 943, 1379, 1000]
headline-argentina-peronists: Η ΑΡΓΕΝΤΙΝΗ ΚΥΒΕΡΝΗΣΙΣ ΑΝΤΙΜΕΤΩΠΙΖΕΙ ΤΟΥΣ ΠΕΡΟΝΙΣΤΑΣ ΗΓΕΤΑΣ	[404, 565, 595, 608]
column-separator	[397, 0, 399, 2324]
paragraph: ΣΥΝΕΧΕΙΑ — Ότι τάς όλίγας στιγμάς πρό τής βυθίσεως τό σκάφος έκλυδωνίζετο.	[606, 1195, 793, 1237]
paragraph: ΧΟΓΚ ΚΟΓΚ, 28. (Άσσ. Πρές). — Ο κ. Μολότωφ εύρίσκεται είς Ούλάν Μπατόρ ύγιής καί ίκανοποιημένος.	[1194, 1278, 1379, 1319]
subhead: ΑΛΛΑΙ ΠΕΡΙΚΟΠΑΙ	[651, 1242, 748, 1255]
headline-olympia-trip: ΠΛΗΡΕΣ ΠΕΡΙΠΕΤΕΙΩΝ ΗΤΟ ΤΟ ΤΑΞΙΔΙΟΝ ΤΟΥ «ΟΛΥΜΠΙΑ»	[415, 757, 583, 787]
paragraph: ΛΟΝΔΙΝΟΝ, 28. (Ρώυτερ). — Ο Βρεττανικός ύπουργός τής Άμύνης έδήλωσε ότι αί δοκιμαί θά συνεχισθούν.	[1194, 1084, 1379, 1125]
column-4	[1194, 0, 1573, 2324]
article-investments	[403, 1473, 596, 1657]
paragraph: ΛΑΡΙΣΑ, 28. — Ο Δήμαρχος Λαρίσης κ. Καρτάλη έδήλωσεν τά έξής:	[206, 1701, 393, 1729]
column-2	[403, 0, 596, 2324]
paragraph: ΑΘΗΝΑΙ, 28. — Είς τήν έξέτασιν τού νομοσχεδίου περί έξωσχολικού άθλητισμού προέβη ή Κυβέρνησις.	[1389, 444, 1573, 486]
paragraph: ΧΑΝΙΑ, 28. — Χθές τό άπόγευμα έπαρουσιάσθη είς τόν άνακριτήν ή Γαρμπιδάκη.	[997, 706, 1184, 748]
paragraph: ΑΘΗΝΑΙ, 28. — Είς τήν έξέτασιν τού νομοσχεδίου περί έξωσχολικού άθλητισμού προέβη ή Κυβέρνησις.	[1194, 383, 1379, 425]
paragraph: Ο ναύαρχος Ράϊτ έδήλωσε ότι κατά τήν άσκησιν διεπιστώθησαν έλλείψεις.	[1389, 733, 1573, 760]
paragraph: ΑΘΗΝΑΙ, 28. — Είς τήν έξέτασιν τού νομοσχεδίου περί έξωσχολικού άθλητισμού προέβη ή Κυβέρνησις.	[1389, 229, 1573, 270]
deck-spaceship-2: θὰ ἀναχωρήσῃ ἄνευ ἐπιβατῶν	[72, 1862, 331, 1882]
paragraph: ΛΟΝΔΙΝΟΝ, 28. (Ρώυτερ). — Ο Βρεττανικός ύπουργός τής Άμύνης έδήλωσε ότι αί δοκιμαί θά συνεχισθούν.	[1389, 1022, 1573, 1064]
column-separator	[600, 0, 602, 2324]
paragraph: ΚΟΡΙΝΘΟΣ, 28. — Εύρέθη νεκρός τάς πρωϊνάς ώρας έντός άγροτικής οίκίας ό κάτοικος Νικόλαος Άσπρογέρακας.	[403, 158, 596, 199]
paragraph: Τό άεροπλάνον έγένετο άντιληπτόν ύπό τών ραντάρ τού στόλου καί άπεστάλησαν καταδιωκτικά πρός άναχαίτισίν του.	[801, 480, 989, 536]
paragraph: ΧΑΝΙΑ, 28. — Χθές τό άπόγευμα έπαρουσιάσθη είς τόν άνακριτήν ή Γαρμπιδάκη.	[606, 706, 793, 748]
subhead: Η ΛΕΜΒΟΣ	[671, 1354, 728, 1366]
paragraph: ΜΠΡΑΪΤΟΝ, 28. — Αύριον άρχίζει τάς έργασίας του τό έτήσιον συνέδριον τού Έργατικού Κόμματος τής Μεγάλης Βρεττανίας.	[206, 1333, 393, 1389]
subhead: ΕΙΣ ΦΡΑΓΚΟΦΟΥΡΤΗΝ	[1030, 1150, 1151, 1162]
subhead: ΚΑΙ Η ΑΓΓΛΙΑ ΘΑ ΣΥΝΕΧΙΣΗ	[1213, 1067, 1360, 1080]
paragraph: ΣΥΝΕΧΕΙΑ — Ότι τάς όλίγας στιγμάς πρό τής βυθίσεως τό σκάφος έκλυδωνίζετο.	[997, 1231, 1184, 1273]
paragraph: Ο άγροτικός κόσμος τής χώρας δικαιούται όπως τύχη τής προσοχής τής Κυβερνήσεως, διότι ή φορολογία έπί τών προϊόντων του ύπερβαίνει πάν δυνατόν όριον.	[206, 232, 393, 302]
subhead: ΕΠΙ ΤΗΣ ΑΜΕΡΙΚΑΝΙΚΗΣ ΝΑΥΑΡΧΙΔΟΣ «ΣΑΛΕΜ»	[1026, 437, 1155, 464]
paragraph: ΜΠΡΑΪΤΟΝ, 28. — Αύριον άρχίζει τάς έργασίας του τό έτήσιον συνέδριον τού Έργατικού Κόμματος τής Μεγάλης Βρεττανίας.	[10, 1333, 196, 1389]
paragraph: Τό κόμμα τών Φιλελευθέρων άνεπιφυλάκτως έπιμένει είς τήν μείωσιν τής φορολογίας έπί τών γεωργικών προϊόντων καί θά φέρη τό θέμα ένώπιον τής Βουλής.	[206, 504, 393, 575]
paragraph: Τό κόμμα τών Φιλελευθέρων άνεπιφυλάκτως έπιμένει είς τήν μείωσιν τής φορολογίας έπί τών γεωργικών προϊόντων καί θά φέρη τό θέμα ένώπιον τής Βουλής.	[10, 444, 196, 514]
paragraph: ΒΑΣΙΓΚΤΩΝ, 28. (Άσσοσ. Πρές). — Σήμερον τήν πρωΐαν άνεκοινώθη ύπό τού Πενταγώνου ότι άγνώστου έθνικότητος άεροπλάνον ύπερέπτη τού 6ου Άμερικανικού Στόλου.	[606, 480, 793, 550]
paragraph: ΚΟΜΟΤΗΝΗ, 28. — Μετά τήν άπαγόρευσιν τής κυκλοφορίας τής έφημερίδος «Άκίν».	[403, 1161, 596, 1202]
paragraph: Τό κόμμα τών Φιλελευθέρων άνεπιφυλάκτως έπιμένει είς τήν μείωσιν τής φορολογίας έπί τών γεωργικών προϊόντων καί θά φέρη τό θέμα ένώπιον τής Βουλής.	[206, 307, 393, 378]
paragraph: ΝΕΑ ΥΟΡΚΗ, 28. (Άσσ. Πρές). — Περιπετειώδες ύπήρξε τό ταξίδιον τού ύπερωκεανείου «Όλύμπια».	[403, 883, 596, 926]
paragraph: ΛΑΡΙΣΑ, 28. — Ο Δήμαρχος Λαρίσης κ. Καρτάλη έδήλωσεν τά έξής:	[10, 1701, 196, 1729]
paragraph: ΜΠΡΑΪΤΟΝ, 28. — Αύριον άρχίζει τάς έργασίας του τό έτήσιον συνέδριον τού Έργατικού Κόμματος τής Μεγάλης Βρεττανίας.	[206, 1517, 393, 1573]
headline-nevada-tests: ΕΙΣ ΝΕΒΑΔΑ ΕΓΙΝΕΝ Η ΠΡΟΤΕΛΕΥΤΑΙΑ ΤΗΣ ΘΕΡΙΝΗΣ ΣΕΙΡΑΣ ΤΩΝ ΑΤΟΜΙΚΩΝ ΔΟΚΙΜΩΝ ΤΩΝ ΗΝΩΜΕΝΩΝ ΠΟΛΙΤΕΙΩΝ	[1203, 820, 1564, 878]
paragraph: ΔΑΜΑΣΚΟΣ, 28. (Άσσ. Πρές). — Το Ιράκ διεβεβαίωσε τήν Συρίαν ότι θά τήν ύποστηρίξη.	[1194, 1550, 1379, 1592]
paragraph: ΟΣΑΚΑ, Ίαπωνίας, 28. (Άσσ. Πρές). — Ο Ιάπων καθηγητής δηλοί ότι δέν εύρέθη σχέσις καπνίσματος καί καρκίνου.	[801, 1257, 989, 1313]
article-kartalis	[10, 1669, 393, 1782]
paragraph: Μετά τήν λήξιν τών έπιχειρήσεων τής άσκήσεως «Φίλιππος», ή Α.Β.Υ. ό Πρίγκιψ Πέτρος μετέβη χθές είς Καστορίαν όπου έπεσκέφθη τάς μονάδας.	[10, 833, 196, 904]
paragraph: ΠΑΡΙΣΙΟΙ, 28. (Ρώυτερ). — Τήν προσεχή Κυριακήν θά πραγματοποιηθή ή ψηφοφορία.	[403, 513, 596, 556]
paragraph: ΠΑΡΙΣΙΟΙ, 28. (Ρώυτερ). — Τήν προσεχή Κυριακήν θά πραγματοποιηθή ή ψηφοφορία.	[403, 420, 596, 463]
subhead-investments: ΠΩΣ ΘΑ ΕΝΘΑΡΡΥΝΘΗ Η ΕΙΣΡΟΗ ΚΕΦΑΛΑΙΩΝ	[410, 1441, 589, 1469]
subhead: ΟΤΑΝ Η ΜΟΙΡΑ ΓΡΑΦΗ	[639, 847, 760, 860]
paragraph: ΝΕΑ ΥΟΡΚΗ, 28. — Ο ύπουργός τών Έξωτερικών κ. Αβέρωφ είχεν έγκάρδιον συνομιλίαν μέ τόν Γιουγκοσλάβον ύπουργόν κ. Πόποβιτς.	[10, 1138, 196, 1194]
subhead: Ο ΠΡΙΓΚΙΨ ΕΙΣ ΦΛΩΡΙΝΑΝ	[35, 910, 172, 923]
article-akin	[403, 1113, 596, 1203]
paragraph: ΝΕΑ ΥΟΡΚΗ, 28. (Άσσ. Πρές). — Περιπετειώδες ύπήρξε τό ταξίδιον τού ύπερωκεανείου «Όλύμπια».	[403, 790, 596, 832]
paragraph: ΒΑΛΤΙΜΟΡΗ, 28. (Άσσ. Πρές). — Τρείς ίατροί έπέτυχον τήν μεταμόσχευσιν καρδίας.	[801, 1155, 989, 1196]
paragraph: ΜΠΑΝΓΚΟΚ, 28. (Άσσ. Πρές). — Η στρατιωτική ήγεσία διεβίβασεν όλας τάς έξουσίας.	[403, 1263, 596, 1306]
paragraph: ΓΗΠΕΔΟΝ ΑΤΟΜΙΚΩΝ ΔΟΚΙΜΩΝ, 28. (Άσσ. Πρές). — Αί Ηνωμέναι Πολιτείαι προέβησαν είς τήν προτελευταίαν δοκιμήν.	[1389, 943, 1573, 1000]
paragraph: ΒΑΣΙΓΚΤΩΝ, 28. (Άσσ. Πρές). — Άνω τών 250 έκατομμυρίων δολλαρίων έπενδύσεις.	[403, 1473, 596, 1516]
article-pamir	[606, 973, 1184, 1440]
paragraph: Ο κ. Ζαφειρόπουλος εξήγησε τάς βασικάς άρχάς τού νομοσχεδίου καί έτόνισεν ότι αί άθλητικαί όργανώσεις θά στερηθούν τών πόρων των.	[1389, 383, 1573, 439]
headline-garbidaki: ΗΤΑΝ ΤΥΧΕΡΟΣ ΠΟΥ ΣΩΘΗΚΑΝ ΟΙ ΣΦΑΙΡΕΣ ΛΕΓΕΙ Η ΓΑΡΜΠΙΔΑΚΗ ΔΙΑ ΤΟΝ ΞΗΡΑΚΗΝ	[629, 628, 1162, 676]
paragraph: Μετά τήν λήξιν τών έπιχειρήσεων τής άσκήσεως «Φίλιππος», ή Α.Β.Υ. ό Πρίγκιψ Πέτρος μετέβη χθές είς Καστορίαν όπου έπεσκέφθη τάς μονάδας.	[10, 757, 196, 828]
paragraph: Ο κ. Ζαφειρόπουλος εξήγησε τάς βασικάς άρχάς τού νομοσχεδίου καί έτόνισεν ότι αί άθλητικαί όργανώσεις θά στερηθούν τών πόρων των.	[1194, 322, 1379, 378]
paragraph: ΠΑΡΙΣΙΟΙ, 28. (Ρώυτερ). — Τήν προσεχή Κυριακήν θά πραγματοποιηθή ή ψηφοφορία.	[403, 467, 596, 509]
paragraph: ΝΕΑ ΥΟΡΚΗ, 28. — Ο ύπουργός τών Έξωτερικών κ. Αβέρωφ είχεν έγκάρδιον συνομιλίαν μέ τόν Γιουγκοσλάβον ύπουργόν κ. Πόποβιτς.	[206, 1199, 393, 1255]
article-olympia	[403, 790, 596, 927]
paragraph: ΜΠΟΥΕΝΟΣ ΑΫΡΕΣ, 28. (Ρώυτερ). — Η κυβέρνησις τής Άργεντινής έκήρυξεν έκτός νόμου τούς ήγέτας.	[403, 613, 596, 654]
subhead: ΘΑ ΣΥΛΛΗΦΘΗ	[855, 800, 936, 813]
paragraph: ΦΛΩΡΙΝΑ, 28. — Τό άπόγευμα σήμερον άφίχθη ένταύθα ή Α.Β.Υ. ό Πρίγκιψ Πέτρος συνοδευόμενος ύπό άξιωματικών.	[10, 927, 196, 983]
paragraph: ΣΥΝΕΧΕΙΑ — Ότι τάς όλίγας στιγμάς πρό τής βυθίσεως τό σκάφος έκλυδωνίζετο.	[997, 1166, 1184, 1208]
paragraph: ΛΟΝΔΙΝΟΝ, 28. (Ρώυτερ). — Ο Βρεττανικός ύπουργός τής Άμύνης έδήλωσε ότι αί δοκιμαί θά συνεχισθούν.	[1389, 1069, 1573, 1110]
headline-sports-bill: ΑΠΟΓΟΗΤΕΥΤΙΚΟΝ ΕΙΝΕ ΤΟ ΝΟΜΟΣΧΕΔΙΟΝ ΕΞΩΣΧΟΛΙΚΟΥ ΑΘΛΗΤΙΣΜΟΥ ΤΟ ΚΑΤΑΡΤΙΣΘΕΝ ΥΠΟ ΤΗΣ ΚΥΒΕΡΝΗΣΕΩΣ	[1214, 42, 1553, 126]
headline-kartalis-street: ΤΟ ΑΝΟΜΑ ΤΟΥ ΓΕΩΡΓΙΟΥ ΚΑΡΤΑΛΗ ΘΑ ΔΟΘΗ ΕΙΣ ΜΙΑΝ ΤΩΝ ΚΕΝΤΡΙΚΩΝ ΟΔΩΝ ΤΟΥ ΒΟΛΟΥ	[17, 1608, 386, 1666]
deck-admiral-brown: Ὁ ναύαρχος Μπράουν διέταξε νὰ καταρριφθῇ ἀλλὰ τοῦτο διέφυγε πρὸς τὴν Βουλγαρίαν διελθὸν ὑπεράνω τοῦ ἑλληνικοῦ ἐδάφους	[631, 196, 1160, 275]
subhead: ΕΞΗΝΤΛΗΜΕΝΟΙ	[1047, 1086, 1134, 1098]
